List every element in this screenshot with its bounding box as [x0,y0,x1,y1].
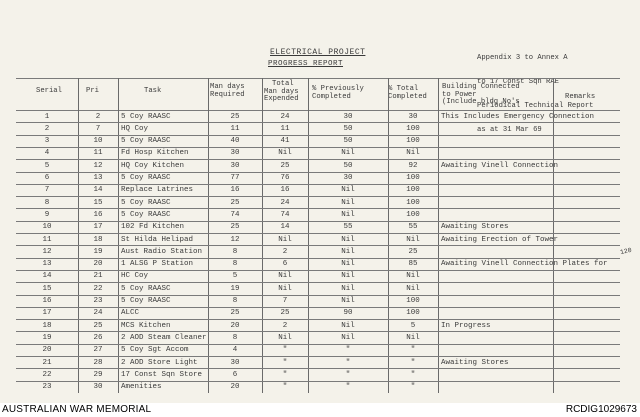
column-rule [262,78,263,393]
cell-bldg: Awaiting Stores [441,223,509,232]
cell-prev: 50 [343,161,353,170]
cell-req: 8 [232,247,238,256]
header-line: (Include bldg No's [442,98,520,106]
table-rule [16,196,620,197]
cell-task: 2 AOD Steam Cleaner [121,333,207,342]
cell-pri: 13 [93,174,103,182]
cell-serial: 16 [42,297,52,305]
cell-exp: 24 [280,198,290,207]
table-rule [16,184,620,185]
cell-bldg: Awaiting Stores [441,358,509,367]
cell-serial: 3 [44,137,50,146]
cell-pri: 16 [93,210,103,219]
cell-task: 5 Coy RAASC [121,284,171,293]
header-line: % Previously [312,85,364,93]
table-rule [16,381,620,382]
cell-pri: 26 [93,333,103,342]
cell-task: MCS Kitchen [121,321,171,330]
cell-prev: 30 [343,174,353,182]
cell-pri: 18 [93,235,103,244]
cell-task: 5 Coy RAASC [121,297,171,305]
cell-exp: 16 [280,186,290,195]
cell-task: HC Coy [121,272,149,281]
cell-req: 12 [230,235,240,244]
cell-tot: 30 [408,112,418,121]
cell-exp: 25 [280,309,290,318]
cell-req: 4 [232,346,238,355]
cell-serial: 15 [42,284,52,293]
cell-tot: 85 [408,260,418,269]
cell-tot: 25 [408,247,418,256]
table-rule [16,78,620,79]
table-rule [16,344,620,345]
document-title: ELECTRICAL PROJECT [270,48,366,57]
cell-pri: 20 [93,260,103,269]
archive-footer [0,403,640,417]
cell-task: ALCC [121,309,140,318]
cell-task: 2 AOD Store Light [121,358,198,367]
cell-pri: 7 [95,124,101,133]
cell-req: 8 [232,260,238,269]
cell-req: 6 [232,370,238,379]
table-rule [16,172,620,173]
cell-prev: 50 [343,137,353,146]
cell-exp: " [282,383,288,392]
cell-bldg: In Progress [441,321,491,330]
cell-tot: 55 [408,223,418,232]
table-rule [16,282,620,283]
cell-tot: 100 [406,186,420,195]
cell-pri: 17 [93,223,103,232]
column-rule [78,78,79,393]
cell-bldg: Awaiting Vinell Connection Plates for [441,260,608,269]
header-line: Completed [388,92,427,101]
cell-serial: 5 [44,161,50,170]
cell-exp: " [282,358,288,367]
cell-tot: 100 [406,174,420,182]
cell-bldg: This Includes Emergency Connection [441,112,595,121]
cell-prev: Nil [341,235,355,244]
cell-exp: 41 [280,137,290,146]
header-line: Completed [312,92,351,101]
cell-serial: 19 [42,333,52,342]
cell-prev: 30 [343,112,353,121]
cell-exp: 74 [280,210,290,219]
footer-institution: AUSTRALIAN WAR MEMORIAL [2,404,152,415]
cell-prev: " [345,358,351,367]
cell-serial: 18 [42,321,52,330]
cell-pri: 21 [93,272,103,281]
cell-prev: 55 [343,223,353,232]
cell-exp: 6 [282,260,288,269]
cell-tot: 100 [406,124,420,133]
table-rule [16,233,620,234]
cell-task: 5 Coy RAASC [121,198,171,207]
cell-bldg: Awaiting Erection of Tower [441,235,559,244]
cell-serial: 13 [42,260,52,269]
cell-serial: 12 [42,247,52,256]
cell-pri: 2 [95,112,101,121]
cell-prev: Nil [341,247,355,256]
cell-exp: Nil [278,272,292,281]
header-line: Expended [264,95,299,103]
header-line: Total [272,80,294,88]
header-line: Building Connected [442,83,520,91]
header-building-connected [442,84,520,107]
column-rule [553,78,554,393]
cell-prev: Nil [341,297,355,305]
cell-tot: 100 [406,210,420,219]
cell-req: 30 [230,149,240,158]
cell-pri: 30 [93,383,103,392]
table-rule [16,221,620,222]
cell-serial: 10 [42,223,52,232]
table-rule [16,307,620,308]
cell-tot: 100 [406,297,420,305]
cell-req: 20 [230,383,240,392]
cell-tot: 5 [410,321,416,330]
cell-exp: 2 [282,247,288,256]
cell-req: 40 [230,137,240,146]
cell-exp: Nil [278,235,292,244]
cell-task: Fd Hosp Kitchen [121,149,189,158]
cell-tot: " [410,370,416,379]
cell-task: 5 Coy RAASC [121,137,171,146]
cell-pri: 24 [93,309,103,318]
cell-serial: 4 [44,149,50,158]
cell-serial: 9 [44,210,50,219]
cell-prev: 50 [343,124,353,133]
cell-prev: Nil [341,321,355,330]
margin-note: 120 [619,246,633,257]
column-rule [388,78,389,393]
header-total-completed [388,86,427,101]
cell-req: 30 [230,161,240,170]
cell-tot: Nil [406,272,420,281]
cell-tot: Nil [406,284,420,293]
cell-exp: Nil [278,149,292,158]
cell-serial: 22 [42,370,52,379]
cell-req: 8 [232,333,238,342]
table-rule [16,295,620,296]
cell-exp: 76 [280,174,290,182]
appendix-line: Periodical Technical Report [477,102,594,110]
cell-task: HQ Coy [121,124,149,133]
cell-req: 77 [230,174,240,182]
column-rule [308,78,309,393]
cell-tot: " [410,358,416,367]
header-serial: Serial [36,87,62,95]
cell-exp: 24 [280,112,290,121]
appendix-line: to 17 Const Sqn RAE [477,78,559,86]
cell-task: 5 Coy RAASC [121,112,171,121]
cell-prev: Nil [341,149,355,158]
cell-prev: " [345,346,351,355]
cell-serial: 6 [44,174,50,182]
cell-pri: 14 [93,186,103,195]
cell-prev: " [345,370,351,379]
cell-serial: 1 [44,112,50,121]
cell-task: Replace Latrines [121,186,194,195]
cell-pri: 22 [93,284,103,293]
appendix-line: as at 31 Mar 69 [477,126,542,134]
cell-req: 11 [230,124,240,133]
cell-exp: 25 [280,161,290,170]
header-line: Man days [264,87,299,96]
cell-exp: 7 [282,297,288,305]
table-rule [16,147,620,148]
cell-req: 19 [230,284,240,293]
header-total-man-days [264,81,299,104]
cell-tot: " [410,383,416,392]
cell-task: 17 Const Sqn Store [121,370,203,379]
cell-prev: " [345,383,351,392]
cell-serial: 8 [44,198,50,207]
cell-tot: 100 [406,198,420,207]
header-task: Task [144,87,162,95]
table-rule [16,270,620,271]
cell-tot: " [410,346,416,355]
cell-prev: Nil [341,333,355,342]
cell-req: 16 [230,186,240,195]
cell-serial: 14 [42,272,52,281]
table-rule [16,159,620,160]
table-rule [16,135,620,136]
header-man-days-required [210,84,245,99]
cell-exp: " [282,346,288,355]
cell-task: 5 Coy Sgt Accom [121,346,189,355]
cell-pri: 27 [93,346,103,355]
table-rule [16,356,620,357]
cell-prev: Nil [341,272,355,281]
cell-tot: 100 [406,137,420,146]
cell-serial: 11 [42,235,52,244]
cell-task: 1 ALSG P Station [121,260,194,269]
cell-pri: 12 [93,161,103,170]
cell-pri: 19 [93,247,103,256]
cell-task: Amenities [121,383,162,392]
cell-prev: Nil [341,284,355,293]
cell-req: 30 [230,358,240,367]
cell-prev: Nil [341,198,355,207]
cell-bldg: Awaiting Vinell Connection [441,161,559,170]
cell-req: 25 [230,198,240,207]
cell-exp: 2 [282,321,288,330]
header-line: to Power [442,90,477,99]
table-rule [16,208,620,209]
cell-exp: 11 [280,124,290,133]
table-rule [16,245,620,246]
document-subtitle: PROGRESS REPORT [268,60,344,68]
cell-tot: Nil [406,149,420,158]
column-rule [118,78,119,393]
cell-serial: 2 [44,124,50,133]
table-rule [16,368,620,369]
cell-task: 5 Coy RAASC [121,210,171,219]
cell-req: 5 [232,272,238,281]
table-rule [16,331,620,332]
cell-task: HQ Coy Kitchen [121,161,185,170]
cell-exp: Nil [278,284,292,293]
cell-tot: 92 [408,161,418,170]
cell-req: 25 [230,309,240,318]
cell-pri: 28 [93,358,103,367]
cell-serial: 17 [42,309,52,318]
footer-record-id: RCDIG1029673 [565,404,637,415]
cell-prev: Nil [341,186,355,195]
column-rule [438,78,439,393]
cell-exp: Nil [278,333,292,342]
cell-req: 25 [230,112,240,121]
cell-prev: Nil [341,260,355,269]
cell-pri: 11 [93,149,103,158]
column-rule [208,78,209,393]
header-line: % Total [388,85,419,93]
cell-pri: 23 [93,297,103,305]
cell-exp: 14 [280,223,290,232]
cell-serial: 7 [44,186,50,195]
cell-exp: " [282,370,288,379]
cell-pri: 15 [93,198,103,207]
cell-pri: 25 [93,321,103,330]
cell-task: Aust Radio Station [121,247,203,256]
cell-tot: 100 [406,309,420,318]
cell-prev: 90 [343,309,353,318]
table-rule [16,110,620,111]
cell-req: 25 [230,223,240,232]
cell-task: St Hilda Helipad [121,235,194,244]
cell-req: 74 [230,210,240,219]
header-previously-completed [312,86,364,101]
cell-req: 8 [232,297,238,305]
header-remarks: Remarks [565,93,596,101]
header-pri: Pri [86,87,99,95]
cell-pri: 10 [93,137,103,146]
appendix-line: Appendix 3 to Annex A [477,54,568,62]
cell-tot: Nil [406,333,420,342]
cell-task: 5 Coy RAASC [121,174,171,182]
cell-req: 20 [230,321,240,330]
cell-serial: 20 [42,346,52,355]
cell-serial: 21 [42,358,52,367]
header-line: Required [210,90,245,99]
cell-prev: Nil [341,210,355,219]
cell-pri: 29 [93,370,103,379]
cell-tot: Nil [406,235,420,244]
table-rule [16,319,620,320]
table-rule [16,122,620,123]
header-line: Man days [210,83,245,91]
cell-serial: 23 [42,383,52,392]
cell-task: 102 Fd Kitchen [121,223,185,232]
table-rule [16,258,620,259]
